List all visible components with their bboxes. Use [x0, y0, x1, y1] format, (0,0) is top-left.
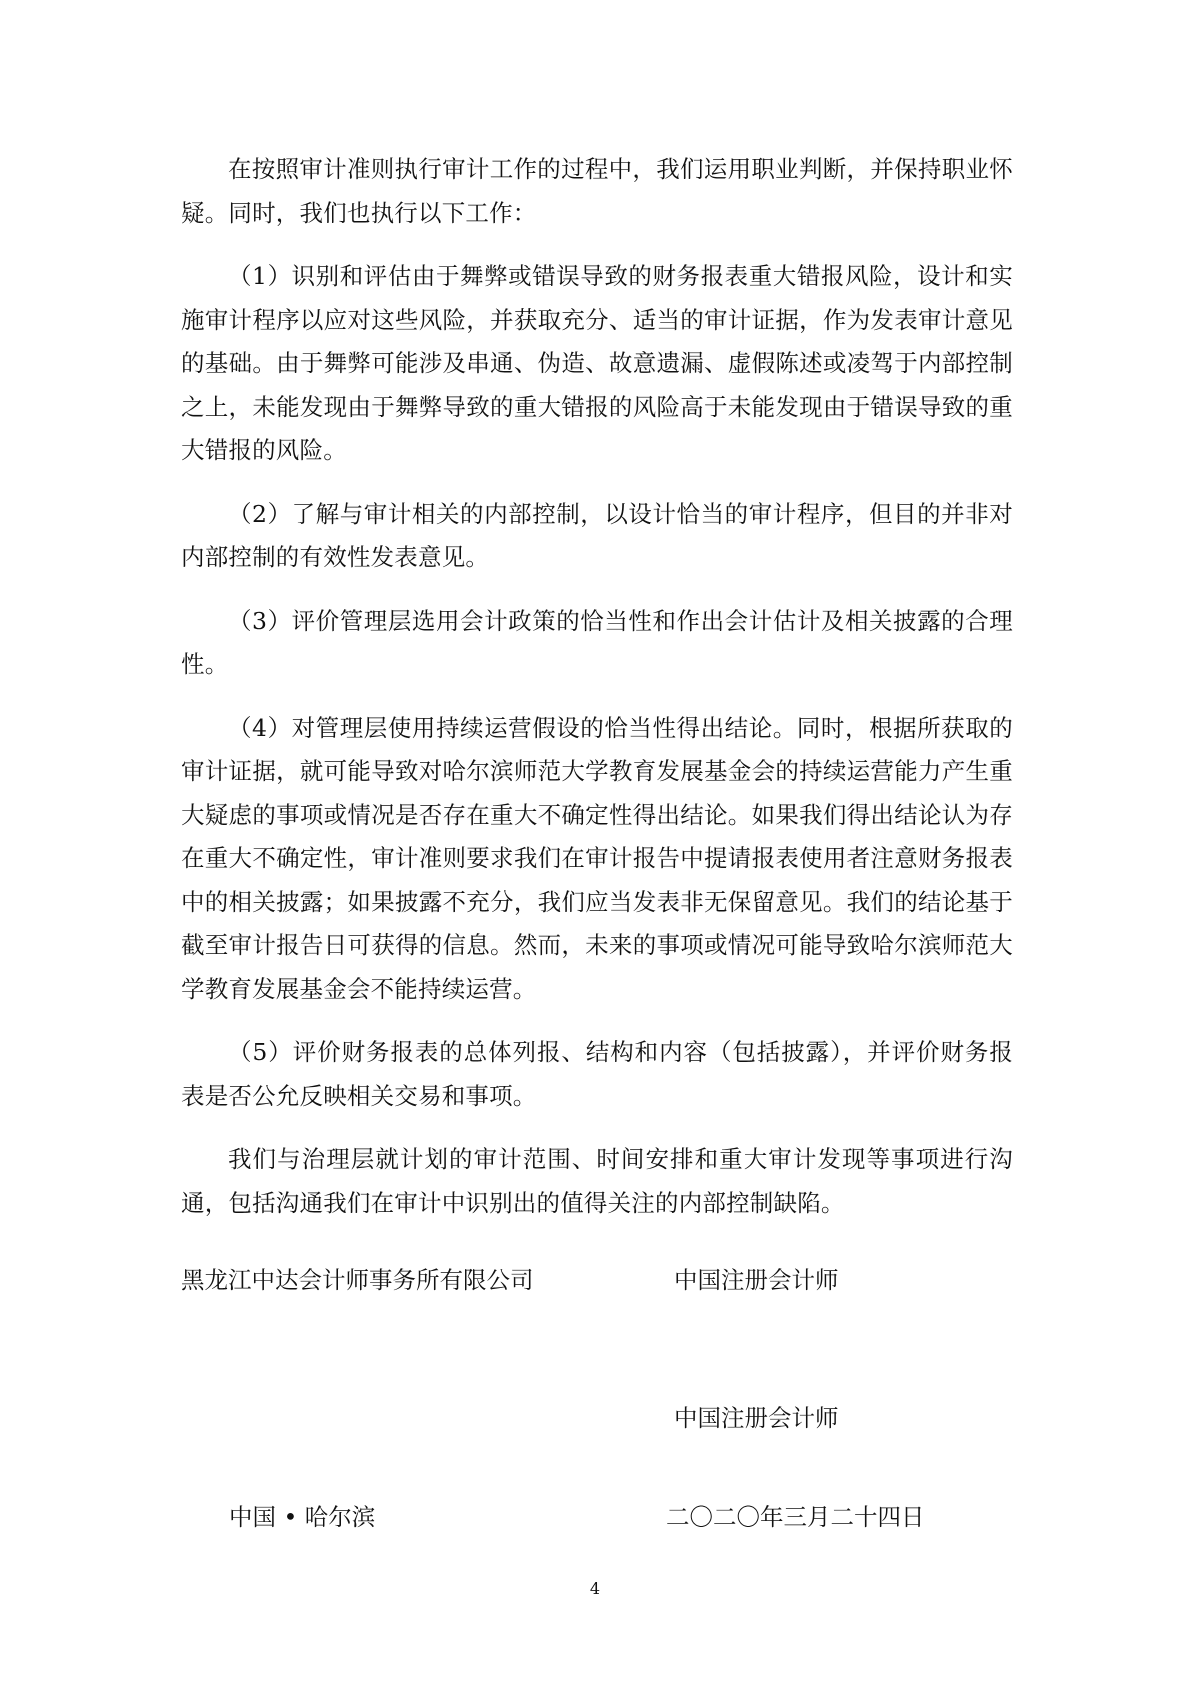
procedure-item-4: （4）对管理层使用持续运营假设的恰当性得出结论。同时，根据所获取的审计证据，就可能导致对哈尔滨师范大学教育发展基金会的持续运营能力产生重大疑虑的事项或情况是否存在重大不确定性得出结论。如果我们得出结论认为存在重大不确定性，审计准则要求我们在审计报告中提请报表使用者注意财务报表中的相关披露；如果披露不充分，我们应当发表非无保留意见。我们的结论基于截至审计报告日可获得的信息。然而，未来的事项或情况可能导致哈尔滨师范大学教育发展基金会不能持续运营。 [181, 713, 1013, 1003]
procedure-item-5: （5）评价财务报表的总体列报、结构和内容（包括披露），并评价财务报表是否公允反映相关交易和事项。 [181, 1038, 1013, 1110]
signing-location: 中国 • 哈尔滨 [229, 1503, 376, 1531]
procedure-item-3: （3）评价管理层选用会计政策的恰当性和作出会计估计及相关披露的合理性。 [181, 606, 1013, 678]
closing-paragraph: 我们与治理层就计划的审计范围、时间安排和重大审计发现等事项进行沟通，包括沟通我们在审计中识别出的值得关注的内部控制缺陷。 [181, 1145, 1013, 1217]
signing-date: 二〇二〇年三月二十四日 [666, 1503, 925, 1531]
intro-paragraph: 在按照审计准则执行审计工作的过程中，我们运用职业判断，并保持职业怀疑。同时，我们也执行以下工作： [181, 155, 1013, 227]
cpa-signature-1: 中国注册会计师 [674, 1266, 839, 1294]
procedure-item-1: （1）识别和评估由于舞弊或错误导致的财务报表重大错报风险，设计和实施审计程序以应对这些风险，并获取充分、适当的审计证据，作为发表审计意见的基础。由于舞弊可能涉及串通、伪造、故意遗漏、虚假陈述或凌驾于内部控制之上，未能发现由于舞弊导致的重大错报的风险高于未能发现由于错误导致的重大错报的风险。 [181, 262, 1013, 464]
procedure-item-2: （2）了解与审计相关的内部控制，以设计恰当的审计程序，但目的并非对内部控制的有效性发表意见。 [181, 499, 1013, 571]
report-body [181, 148, 1013, 1225]
cpa-signature-2: 中国注册会计师 [674, 1404, 839, 1432]
audit-firm-name: 黑龙江中达会计师事务所有限公司 [181, 1266, 534, 1294]
page-number: 4 [589, 1579, 601, 1598]
